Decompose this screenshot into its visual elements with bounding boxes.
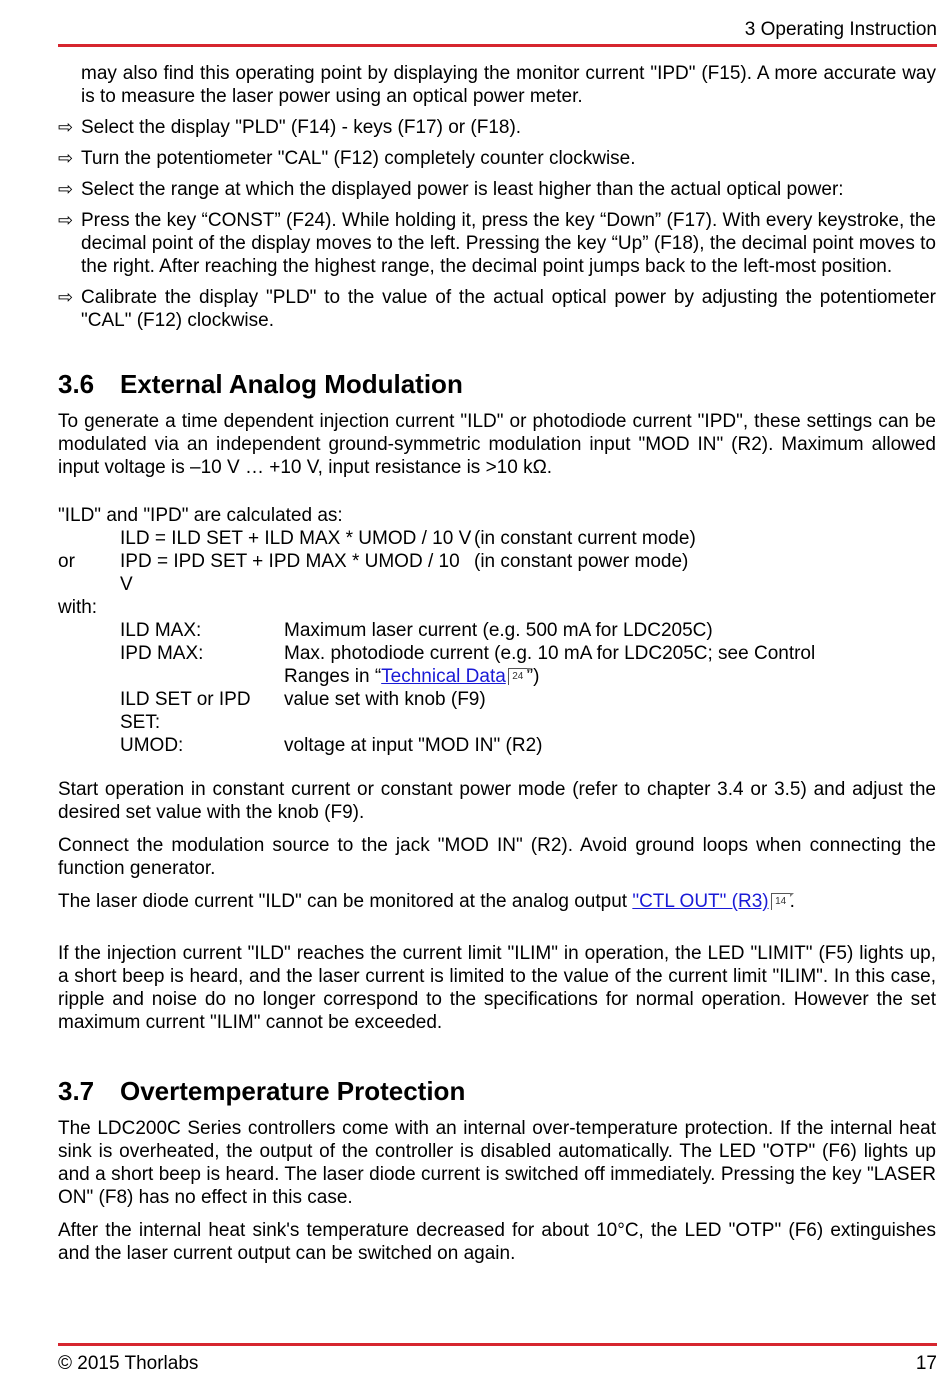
arrow-right-icon: ⇨ (58, 117, 74, 137)
section-number: 3.6 (58, 369, 95, 399)
step-text: Select the range at which the displayed power is least higher than the actual optical power: (81, 179, 844, 200)
step-item (58, 147, 936, 170)
step-item (58, 209, 936, 278)
arrow-right-icon: ⇨ (58, 210, 74, 230)
definition-row (58, 642, 936, 688)
formula-ild: ILD = ILD SET + ILD MAX * UMOD / 10 V (120, 528, 472, 549)
definition-term: UMOD: (120, 735, 184, 756)
connect-paragraph: Connect the modulation source to the jack "MOD IN" (R2). Avoid ground loops when connecting the function generator. (58, 835, 936, 879)
otp-paragraph: The LDC200C Series controllers come with an internal over-temperature protection. If the internal heat sink is overheated, the output of the controller is disabled automatically. The LED "OTP" (F6) lights up and a short beep is heard. The laser diode current is switched off immediately. Pressing the key "LASER ON" (F8) has no effect in this case. (58, 1118, 936, 1208)
formula-ipd-note: (in constant power mode) (474, 551, 689, 572)
formula-constant-current (58, 527, 936, 550)
section-heading-3-6 (58, 369, 936, 399)
page-ref-icon[interactable]: 24 (508, 668, 527, 685)
definition-term: ILD MAX: (120, 620, 202, 641)
section-title: Overtemperature Protection (120, 1076, 466, 1106)
definition-term: IPD MAX: (120, 643, 204, 664)
with-label: with: (58, 597, 98, 618)
step-item (58, 116, 936, 139)
step-text: Turn the potentiometer "CAL" (F12) completely counter clockwise. (81, 148, 636, 169)
step-item (58, 286, 936, 332)
formula-constant-power (58, 550, 936, 596)
running-header: 3 Operating Instruction (744, 19, 937, 40)
start-operation-paragraph: Start operation in constant current or constant power mode (refer to chapter 3.4 or 3.5) and adjust the desired set value with the knob (F9). (58, 779, 936, 823)
section-title: External Analog Modulation (120, 369, 463, 399)
formula-ild-note: (in constant current mode) (474, 528, 696, 549)
copyright: © 2015 Thorlabs (58, 1353, 199, 1374)
page-number: 17 (915, 1353, 937, 1374)
calc-intro: "ILD" and "IPD" are calculated as: (58, 505, 343, 526)
step-text: Select the display "PLD" (F14) - keys (F17) or (F18). (81, 117, 522, 138)
page-body (58, 62, 936, 1265)
definition-list (58, 619, 936, 757)
continued-paragraph: may also find this operating point by displaying the monitor current "IPD" (F15). A more accurate way is to measure the laser power using an optical power meter. (81, 63, 936, 107)
footer-rule (58, 1343, 937, 1346)
definition-desc: value set with knob (F9) (284, 689, 486, 710)
definition-desc: Max. photodiode current (e.g. 10 mA for LDC205C; see Control Ranges in “Technical Data 24 ”) (284, 643, 816, 687)
definition-desc: voltage at input "MOD IN" (R2) (284, 735, 543, 756)
monitor-paragraph: The laser diode current "ILD" can be monitored at the analog output "CTL OUT" (R3) 14 . (58, 891, 795, 912)
arrow-right-icon: ⇨ (58, 287, 74, 307)
section-heading-3-7 (58, 1076, 936, 1106)
formula-ipd: IPD = IPD SET + IPD MAX * UMOD / 10 V (120, 551, 460, 595)
definition-row (58, 688, 936, 734)
otp-recovery-paragraph: After the internal heat sink's temperature decreased for about 10°C, the LED "OTP" (F6) extinguishes and the laser current output can be switched on again. (58, 1220, 936, 1264)
technical-data-link[interactable]: Technical Data (381, 666, 506, 687)
definition-row (58, 619, 936, 642)
definition-desc: Maximum laser current (e.g. 500 mA for LDC205C) (284, 620, 713, 641)
modulation-intro: To generate a time dependent injection current "ILD" or photodiode current "IPD", these settings can be modulated via an independent ground-symmetric modulation input "MOD IN" (R2). Maximum allowed input voltage is –10 V … +10 V, input resistance is >10 kΩ. (58, 411, 936, 478)
header-rule (58, 44, 937, 47)
arrow-right-icon: ⇨ (58, 179, 74, 199)
or-label: or (58, 551, 75, 572)
current-limit-paragraph: If the injection current "ILD" reaches the current limit "ILIM" in operation, the LED "LIMIT" (F5) lights up, a short beep is heard, and the laser current is limited to the value of the current limit "ILIM". In this case, ripple and noise do no longer correspond to the specifications for normal operation. However the set maximum current "ILIM" cannot be exceeded. (58, 943, 936, 1033)
page-ref-icon[interactable]: 14 (771, 893, 790, 910)
definition-term: ILD SET or IPD SET: (120, 689, 251, 733)
step-item (58, 178, 936, 201)
arrow-right-icon: ⇨ (58, 148, 74, 168)
section-number: 3.7 (58, 1076, 95, 1106)
ctl-out-link[interactable]: "CTL OUT" (R3) (632, 891, 769, 912)
definition-row (58, 734, 936, 757)
step-text: Press the key “CONST” (F24). While holding it, press the key “Down” (F17). With every keystroke, the decimal point of the display moves to the left. Pressing the key “Up” (F18), the decimal point moves to the right. After reaching the highest range, the decimal point jumps back to the left-most position. (81, 210, 936, 277)
step-text: Calibrate the display "PLD" to the value of the actual optical power by adjusting the potentiometer "CAL" (F12) clockwise. (81, 287, 936, 331)
